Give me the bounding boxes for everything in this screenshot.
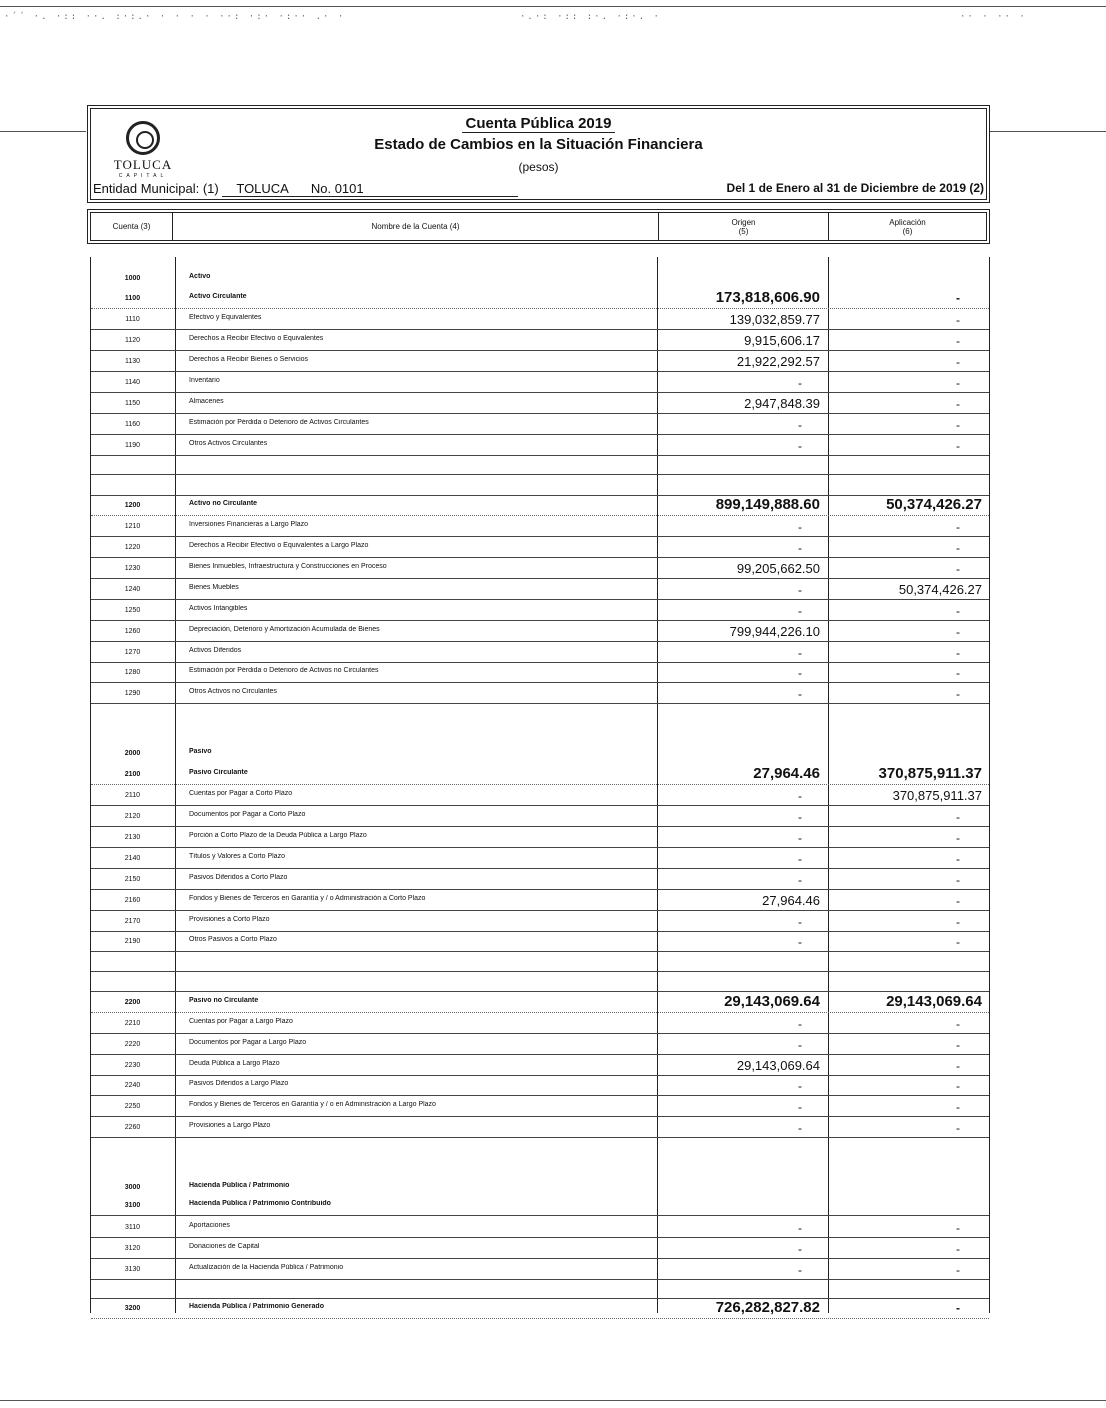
origin-amount: 173,818,606.90 bbox=[715, 289, 820, 306]
table-row bbox=[91, 1096, 989, 1117]
account-name: Documentos por Pagar a Corto Plazo bbox=[189, 811, 306, 818]
account-name: Cuentas por Pagar a Corto Plazo bbox=[189, 790, 293, 797]
account-name: Provisiones a Largo Plazo bbox=[189, 1122, 271, 1129]
table-row bbox=[91, 992, 989, 1013]
table-row bbox=[91, 890, 989, 911]
account-code: 2260 bbox=[124, 1124, 141, 1131]
account-name: Hacienda Pública / Patrimonio Generado bbox=[189, 1303, 324, 1310]
account-code: 1100 bbox=[124, 295, 141, 302]
origin-amount: 139,032,859.77 bbox=[729, 312, 820, 327]
account-table bbox=[90, 257, 990, 1316]
report-title: Cuenta Pública 2019 bbox=[462, 115, 616, 133]
table-row-empty bbox=[91, 951, 989, 972]
application-amount: 50,374,426.27 bbox=[898, 582, 982, 597]
origin-amount: 21,922,292.57 bbox=[736, 354, 820, 369]
origin-amount: - bbox=[798, 1017, 802, 1031]
account-code: 1190 bbox=[124, 442, 141, 449]
origin-amount: 27,964.46 bbox=[753, 765, 820, 782]
table-row-empty bbox=[91, 1278, 989, 1299]
account-code: 2110 bbox=[124, 792, 141, 799]
account-name: Efectivo y Equivalentes bbox=[189, 314, 262, 321]
origin-amount: - bbox=[798, 810, 802, 824]
account-code: 1200 bbox=[124, 502, 141, 509]
application-amount: - bbox=[956, 646, 960, 660]
application-amount: - bbox=[956, 1038, 960, 1052]
account-name: Derechos a Recibir Efectivo o Equivalentes bbox=[189, 335, 324, 342]
application-amount: 50,374,426.27 bbox=[886, 496, 982, 513]
origin-amount: - bbox=[798, 1100, 802, 1114]
table-row bbox=[91, 1195, 989, 1216]
account-code: 1150 bbox=[124, 400, 141, 407]
account-code: 2170 bbox=[124, 918, 141, 925]
application-amount: - bbox=[956, 397, 960, 411]
account-code: 3200 bbox=[124, 1305, 141, 1312]
origin-amount: - bbox=[798, 831, 802, 845]
logo-text: TOLUCA bbox=[113, 157, 173, 172]
account-name: Hacienda Pública / Patrimonio Contribuido bbox=[189, 1200, 331, 1207]
account-name: Documentos por Pagar a Largo Plazo bbox=[189, 1039, 307, 1046]
table-row bbox=[91, 1034, 989, 1055]
account-code: 2100 bbox=[124, 771, 141, 778]
account-code: 1280 bbox=[124, 669, 141, 676]
origin-amount: - bbox=[798, 1079, 802, 1093]
logo-subtext: CAPITAL bbox=[118, 173, 168, 179]
origin-amount: - bbox=[798, 852, 802, 866]
account-code: 2210 bbox=[124, 1020, 141, 1027]
table-row bbox=[91, 372, 989, 393]
entity-name: TOLUCA bbox=[236, 181, 289, 196]
account-code: 1220 bbox=[124, 544, 141, 551]
origin-amount: - bbox=[798, 646, 802, 660]
account-name: Bienes Inmuebles, Infraestructura y Construcciones en Proceso bbox=[189, 563, 387, 570]
application-amount: - bbox=[956, 1121, 960, 1135]
application-amount: - bbox=[956, 831, 960, 845]
application-amount: - bbox=[956, 291, 960, 305]
account-name: Depreciación, Deterioro y Amortización Acumulada de Bienes bbox=[189, 626, 380, 633]
application-amount: - bbox=[956, 1263, 960, 1277]
account-code: 2190 bbox=[124, 938, 141, 945]
table-row bbox=[91, 621, 989, 642]
row-rule bbox=[91, 703, 989, 704]
account-code: 1250 bbox=[124, 607, 141, 614]
column-header-name: Nombre de la Cuenta (4) bbox=[173, 213, 659, 240]
origin-amount: 29,143,069.64 bbox=[736, 1058, 820, 1073]
application-amount: - bbox=[956, 439, 960, 453]
table-row bbox=[91, 1259, 989, 1280]
account-code: 3120 bbox=[124, 1245, 141, 1252]
table-row-empty bbox=[91, 971, 989, 992]
table-row bbox=[91, 848, 989, 869]
origin-amount: - bbox=[798, 376, 802, 390]
account-name: Derechos a Recibir Efectivo o Equivalentes a Largo Plazo bbox=[189, 542, 369, 549]
table-row bbox=[91, 1117, 989, 1138]
account-code: 1000 bbox=[124, 275, 141, 282]
application-amount: - bbox=[956, 1301, 960, 1315]
account-code: 2130 bbox=[124, 834, 141, 841]
application-amount: - bbox=[956, 935, 960, 949]
column-header-application: Aplicación (6) bbox=[889, 217, 926, 236]
account-code: 1260 bbox=[124, 628, 141, 635]
application-amount: - bbox=[956, 1242, 960, 1256]
account-code: 3130 bbox=[124, 1266, 141, 1273]
account-name: Activo Circulante bbox=[189, 293, 247, 300]
application-amount: - bbox=[956, 873, 960, 887]
table-row bbox=[91, 330, 989, 351]
table-row bbox=[91, 1217, 989, 1238]
account-name: Hacienda Pública / Patrimonio bbox=[189, 1182, 290, 1189]
table-row bbox=[91, 393, 989, 414]
account-name: Activos Diferidos bbox=[189, 647, 242, 654]
account-name: Pasivo Circulante bbox=[189, 769, 248, 776]
application-amount: - bbox=[956, 562, 960, 576]
application-amount: 29,143,069.64 bbox=[886, 993, 982, 1010]
scan-artifact-line bbox=[0, 131, 86, 132]
table-row bbox=[91, 642, 989, 663]
origin-amount: - bbox=[798, 935, 802, 949]
table-row bbox=[91, 827, 989, 848]
application-amount: - bbox=[956, 625, 960, 639]
origin-amount: - bbox=[798, 604, 802, 618]
table-row bbox=[91, 558, 989, 579]
account-code: 1230 bbox=[124, 565, 141, 572]
application-amount: - bbox=[956, 376, 960, 390]
report-subtitle: Estado de Cambios en la Situación Financiera bbox=[374, 136, 703, 153]
application-amount: - bbox=[956, 334, 960, 348]
account-code: 1130 bbox=[124, 358, 141, 365]
table-row bbox=[91, 537, 989, 558]
account-name: Bienes Muebles bbox=[189, 584, 239, 591]
application-amount: 370,875,911.37 bbox=[892, 788, 982, 803]
application-amount: - bbox=[956, 687, 960, 701]
application-amount: - bbox=[956, 355, 960, 369]
account-name: Otros Pasivos a Corto Plazo bbox=[189, 936, 277, 943]
application-amount: - bbox=[956, 520, 960, 534]
table-row bbox=[91, 743, 989, 764]
account-code: 1110 bbox=[125, 316, 140, 323]
table-row bbox=[91, 495, 989, 516]
origin-amount: - bbox=[798, 666, 802, 680]
row-rule bbox=[91, 1317, 989, 1319]
origin-amount: - bbox=[798, 915, 802, 929]
origin-amount: - bbox=[798, 541, 802, 555]
account-name: Fondos y Bienes de Terceros en Garantía y / o en Administración a Largo Plazo bbox=[189, 1101, 436, 1108]
origin-amount: - bbox=[798, 687, 802, 701]
account-name: Otros Activos Circulantes bbox=[189, 440, 268, 447]
account-name: Provisiones a Corto Plazo bbox=[189, 916, 270, 923]
account-code: 2160 bbox=[124, 897, 141, 904]
origin-amount: 29,143,069.64 bbox=[724, 993, 820, 1010]
row-rule bbox=[91, 1137, 989, 1138]
account-name: Inventario bbox=[189, 377, 220, 384]
origin-amount: - bbox=[798, 1263, 802, 1277]
table-row bbox=[91, 414, 989, 435]
entity-label: Entidad Municipal: (1) bbox=[93, 181, 219, 196]
application-amount: - bbox=[956, 418, 960, 432]
scan-artifact-line bbox=[0, 6, 1106, 7]
account-code: 3110 bbox=[124, 1224, 141, 1231]
account-code: 3000 bbox=[124, 1184, 141, 1191]
report-header bbox=[87, 105, 990, 203]
account-name: Donaciones de Capital bbox=[189, 1243, 260, 1250]
account-name: Pasivo no Circulante bbox=[189, 997, 259, 1004]
account-name: Deuda Pública a Largo Plazo bbox=[189, 1060, 280, 1067]
report-period: Del 1 de Enero al 31 de Diciembre de 2019 (2) bbox=[726, 181, 984, 195]
account-name: Porción a Corto Plazo de la Deuda Pública a Largo Plazo bbox=[189, 832, 367, 839]
origin-amount: - bbox=[798, 873, 802, 887]
table-row bbox=[91, 1238, 989, 1259]
table-row bbox=[91, 764, 989, 785]
scan-noise: ·´´ ·. ·:: ··. :·:.· · · · · ··: ·:· ·:·· .· · bbox=[4, 12, 346, 22]
application-amount: 370,875,911.37 bbox=[878, 765, 982, 782]
table-row-empty bbox=[91, 475, 989, 496]
account-code: 3100 bbox=[124, 1202, 141, 1209]
column-header-code: Cuenta (3) bbox=[91, 213, 173, 240]
origin-amount: 899,149,888.60 bbox=[715, 496, 820, 513]
account-name: Almacenes bbox=[189, 398, 224, 405]
origin-amount: 27,964.46 bbox=[762, 893, 820, 908]
application-amount: - bbox=[956, 810, 960, 824]
table-row bbox=[91, 579, 989, 600]
account-name: Pasivos Diferidos a Largo Plazo bbox=[189, 1080, 289, 1087]
table-row bbox=[91, 1298, 989, 1319]
application-amount: - bbox=[956, 1017, 960, 1031]
account-name: Actualización de la Hacienda Pública / Patrimonio bbox=[189, 1264, 344, 1271]
account-code: 2200 bbox=[124, 999, 141, 1006]
table-row bbox=[91, 785, 989, 806]
application-amount: - bbox=[956, 666, 960, 680]
scan-artifact-line bbox=[990, 131, 1106, 132]
origin-amount: 9,915,606.17 bbox=[744, 333, 820, 348]
row-rule bbox=[91, 1215, 989, 1216]
account-code: 1120 bbox=[124, 337, 141, 344]
origin-amount: 99,205,662.50 bbox=[736, 561, 820, 576]
table-row bbox=[91, 683, 989, 704]
application-amount: - bbox=[956, 915, 960, 929]
account-name: Estimación por Pérdida o Deterioro de Activos no Circulantes bbox=[189, 667, 379, 674]
origin-amount: 2,947,848.39 bbox=[744, 396, 820, 411]
origin-amount: - bbox=[798, 439, 802, 453]
table-row bbox=[91, 351, 989, 372]
application-amount: - bbox=[956, 313, 960, 327]
account-code: 2230 bbox=[124, 1062, 141, 1069]
origin-amount: - bbox=[798, 418, 802, 432]
application-amount: - bbox=[956, 1079, 960, 1093]
scan-noise: ·.·: ·:: :·. ·:·. · bbox=[520, 12, 661, 22]
table-row bbox=[91, 268, 989, 289]
account-code: 2250 bbox=[124, 1103, 141, 1110]
account-code: 1240 bbox=[124, 586, 141, 593]
table-row-empty bbox=[91, 454, 989, 475]
scan-noise: ·· · ·· · bbox=[960, 12, 1027, 22]
account-name: Pasivos Diferidos a Corto Plazo bbox=[189, 874, 288, 881]
origin-amount: - bbox=[798, 520, 802, 534]
table-row bbox=[91, 288, 989, 309]
account-code: 1210 bbox=[124, 523, 141, 530]
account-code: 1140 bbox=[124, 379, 141, 386]
table-row bbox=[91, 435, 989, 456]
table-row bbox=[91, 1075, 989, 1096]
account-code: 2120 bbox=[124, 813, 141, 820]
entity-line bbox=[93, 181, 518, 197]
account-name: Inversiones Financieras a Largo Plazo bbox=[189, 521, 309, 528]
account-code: 1270 bbox=[124, 649, 141, 656]
table-row bbox=[91, 309, 989, 330]
account-name: Activos Intangibles bbox=[189, 605, 248, 612]
account-name: Activo bbox=[189, 273, 211, 280]
scan-artifact-line bbox=[0, 1400, 1106, 1401]
origin-amount: - bbox=[798, 583, 802, 597]
table-row bbox=[91, 869, 989, 890]
account-name: Fondos y Bienes de Terceros en Garantía y / o Administración a Corto Plazo bbox=[189, 895, 426, 902]
origin-amount: - bbox=[798, 1242, 802, 1256]
account-code: 2150 bbox=[124, 876, 141, 883]
table-row bbox=[91, 600, 989, 621]
account-name: Aportaciones bbox=[189, 1222, 230, 1229]
report-unit: (pesos) bbox=[518, 160, 559, 174]
application-amount: - bbox=[956, 541, 960, 555]
origin-amount: - bbox=[798, 1038, 802, 1052]
column-header-origin: Origen (5) bbox=[659, 213, 829, 240]
application-amount: - bbox=[956, 1100, 960, 1114]
account-name: Otros Activos no Circulantes bbox=[189, 688, 277, 695]
column-header-row bbox=[87, 209, 990, 244]
account-code: 2140 bbox=[124, 855, 141, 862]
table-row bbox=[91, 516, 989, 537]
table-row bbox=[91, 931, 989, 952]
account-name: Títulos y Valores a Corto Plazo bbox=[189, 853, 285, 860]
origin-amount: - bbox=[798, 1121, 802, 1135]
account-name: Cuentas por Pagar a Largo Plazo bbox=[189, 1018, 293, 1025]
table-row bbox=[91, 806, 989, 827]
table-row bbox=[91, 1013, 989, 1034]
origin-amount: 726,282,827.82 bbox=[715, 1299, 820, 1316]
application-amount: - bbox=[956, 604, 960, 618]
account-code: 2240 bbox=[124, 1082, 141, 1089]
application-amount: - bbox=[956, 1221, 960, 1235]
account-code: 2220 bbox=[124, 1041, 141, 1048]
application-amount: - bbox=[956, 894, 960, 908]
origin-amount: - bbox=[798, 1221, 802, 1235]
account-code: 1290 bbox=[124, 690, 141, 697]
table-row bbox=[91, 662, 989, 683]
account-code: 1160 bbox=[124, 421, 141, 428]
account-name: Derechos a Recibir Bienes o Servicios bbox=[189, 356, 309, 363]
origin-amount: - bbox=[798, 789, 802, 803]
account-name: Estimación por Pérdida o Deterioro de Activos Circulantes bbox=[189, 419, 369, 426]
account-name: Pasivo bbox=[189, 748, 212, 755]
account-name: Activo no Circulante bbox=[189, 500, 258, 507]
application-amount: - bbox=[956, 1059, 960, 1073]
application-amount: - bbox=[956, 852, 960, 866]
table-row bbox=[91, 1055, 989, 1076]
entity-number: No. 0101 bbox=[310, 181, 364, 196]
table-row bbox=[91, 911, 989, 932]
account-code: 2000 bbox=[124, 750, 141, 757]
origin-amount: 799,944,226.10 bbox=[729, 624, 820, 639]
